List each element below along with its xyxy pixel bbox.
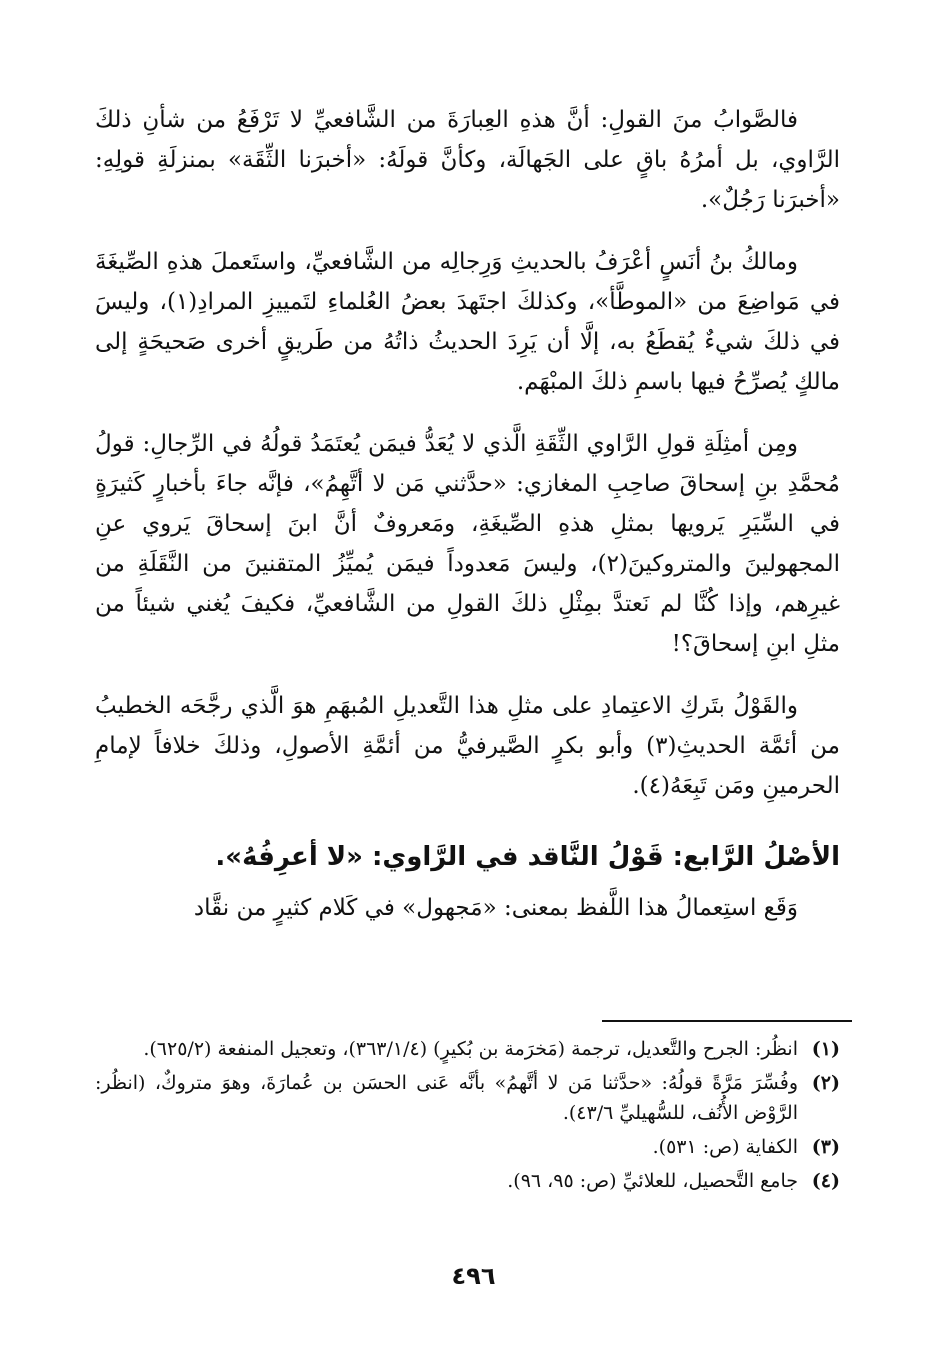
footnote-number: (٤) — [811, 1170, 840, 1192]
main-text — [95, 100, 840, 806]
page-body — [95, 100, 840, 928]
page-number: ٤٩٦ — [451, 1262, 496, 1290]
footnote-3 — [95, 1132, 840, 1162]
footnote-text: انظُر: الجرح والتَّعديل، ترجمة (مَخرَمة بن بُكيرٍ) (٣٦٣/١/٤)، وتعجيل المنفعة (٦٢٥/٢). — [143, 1038, 798, 1060]
footnote-divider — [602, 1020, 852, 1022]
footnote-text: الكفاية (ص: ٥٣١). — [652, 1136, 798, 1158]
footnote-number: (١) — [811, 1038, 840, 1060]
footnote-number: (٣) — [811, 1136, 840, 1158]
paragraph-4: والقَوْلُ بتَركِ الاعتِمادِ على مثلِ هذا التَّعديلِ المُبهَمِ هوَ الَّذي رجَّحَه الخطيبُ من أئمَّة الحديثِ(٣) وأبو بكرٍ الصَّيرفيُّ من أئمَّةِ الأصولِ، وذلكَ خلافاً لإمامِ الحرمينِ ومَن تَبِعَهُ(٤). — [95, 693, 840, 799]
footnote-1 — [95, 1034, 840, 1064]
footnote-4 — [95, 1166, 840, 1196]
footnotes — [95, 1034, 840, 1200]
footnote-text: جامع التَّحصيل، للعلائيِّ (ص: ٩٥، ٩٦). — [507, 1170, 798, 1192]
paragraph-1: فالصَّوابُ منَ القولِ: أنَّ هذهِ العِبارَةَ من الشَّافعيِّ لا تَرْفَعُ من شأنِ ذلكَ الرَّاوي، بل أمرُهُ باقٍ على الجَهالَة، وكأنَّ قولَهُ: «أخبرَنا الثِّقَة» بمنزلَةِ قولِهِ: «أخبرَنا رَجُلٌ». — [95, 107, 840, 213]
footnote-number: (٢) — [811, 1072, 840, 1094]
footnote-2 — [95, 1068, 840, 1128]
paragraph-3: ومِن أمثِلَةِ قولِ الرَّاوي الثِّقَةِ الَّذي لا يُعَدُّ فيمَن يُعتَمَدُ قولُهُ في الرِّجالِ: قولُ مُحمَّدِ بنِ إسحاقَ صاحِبِ المغازي: «حدَّثني مَن لا أتَّهِمُ»، فإنَّه جاءَ بأخبارٍ كَثيرَةٍ في السِّيَرِ يَرويها بمثلِ هذهِ الصِّيغَةِ، ومَعروفٌ أنَّ ابنَ إسحاقَ يَروي عنِ المجهولينَ والمتروكينَ(٢)، وليسَ مَعدوداً فيمَن يُميِّزُ المتقنينَ من النَّقَلَةِ من غيرِهم، وإذا كُنَّا لم نَعتدَّ بمِثْلِ ذلكَ القولِ من الشَّافعيِّ، فكيفَ يُغني شيئاً من مثلِ ابنِ إسحاقَ؟! — [95, 431, 840, 657]
section-heading: الأصْلُ الرَّابع: قَوْلُ النَّاقد في الرَّاوي: «لا أعرِفُهُ». — [215, 842, 840, 872]
paragraph-2: ومالكُ بنُ أنَسٍ أعْرَفُ بالحديثِ وَرِجالِه من الشَّافعيِّ، واستَعملَ هذهِ الصِّيغَةَ في مَواضِعَ من «الموطَّأ»، وكذلكَ اجتَهدَ بعضُ العُلماءِ لتَمييزِ المرادِ(١)، وليسَ في ذلكَ شيءٌ يُقطَعُ به، إلَّا أن يَرِدَ الحديثُ ذاتُهُ من طَريقٍ أخرى صَحيحَةٍ إلى مالكٍ يُصرِّحُ فيها باسمِ ذلكَ المبْهَم. — [95, 249, 840, 395]
footnote-text: وفُسِّرَ مَرَّةً قولُهُ: «حدَّثنا مَن لا أتَّهمُ» بأنَّه عَنى الحسَن بن عُمارَةَ، وهوَ متروكٌ، (انظُر: الرَّوْض الأُنُف، للسُّهيليِّ ٤٣/٦). — [95, 1072, 798, 1124]
section-first-line: وَقَع استِعمالُ هذا اللَّفظ بمعنى: «مَجهول» في كَلام كثيرٍ من نقَّاد — [193, 895, 798, 921]
